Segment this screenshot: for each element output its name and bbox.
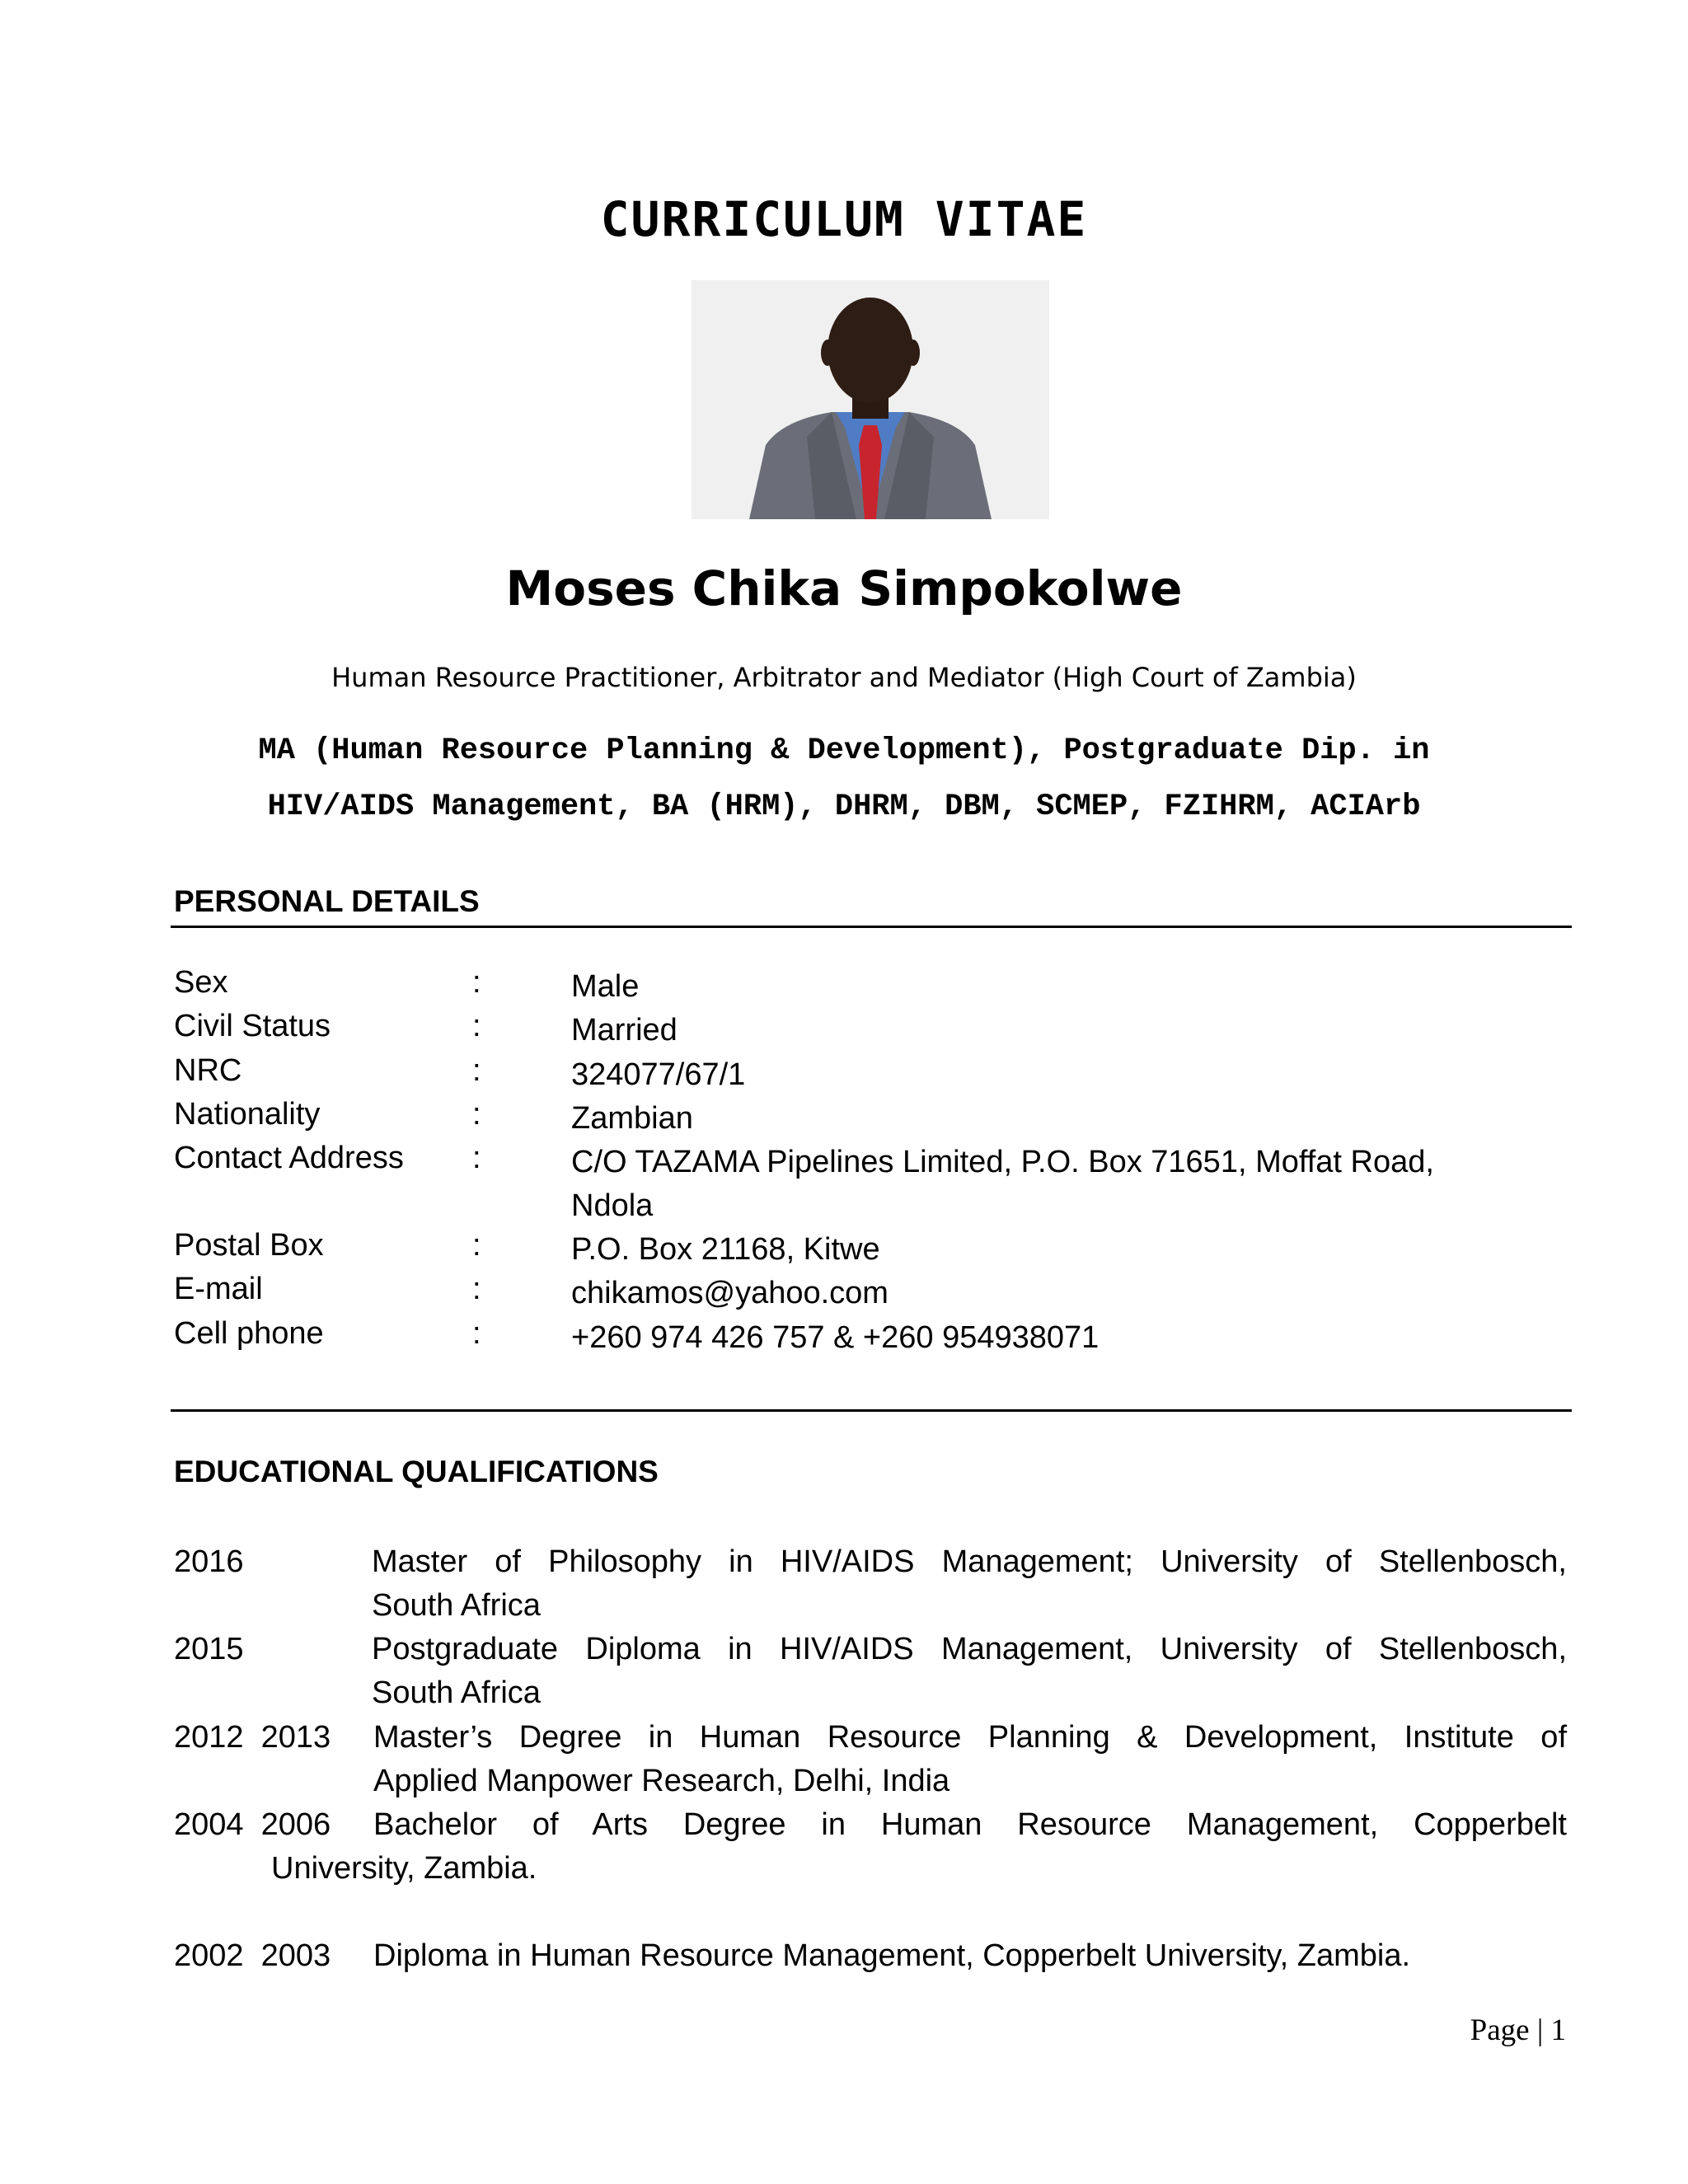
qualifications-line: MA (Human Resource Planning & Development), Postgraduate Dip. in: [258, 733, 1430, 768]
education-line: Diploma in Human Resource Management, Copperbelt University, Zambia.: [373, 1938, 1411, 1973]
detail-label: E-mail: [174, 1272, 263, 1306]
detail-separator: :: [472, 1053, 481, 1088]
detail-label: NRC: [174, 1053, 242, 1088]
education-year: 2015: [174, 1632, 244, 1666]
education-description: [372, 1540, 1567, 1628]
detail-label: Postal Box: [174, 1228, 324, 1263]
detail-value: P.O. Box 21168, Kitwe: [571, 1232, 880, 1267]
detail-separator: :: [472, 1141, 481, 1175]
document-title: CURRICULUM VITAE: [600, 191, 1088, 247]
detail-label: Civil Status: [174, 1009, 331, 1043]
detail-value: +260 974 426 757 & +260 954938071: [571, 1320, 1100, 1355]
education-description: [373, 1934, 1567, 1978]
education-year: 2004 2006: [174, 1807, 331, 1842]
detail-separator: :: [472, 1316, 481, 1351]
detail-row-nrc: [174, 1053, 1575, 1098]
profile-photo: [692, 280, 1049, 519]
section-divider: [171, 926, 1572, 928]
detail-separator: :: [472, 1272, 481, 1306]
detail-row-civil-status: [174, 1009, 1575, 1053]
professional-subtitle: Human Resource Practitioner, Arbitrator and Mediator (High Court of Zambia): [331, 662, 1357, 693]
qualifications-line: HIV/AIDS Management, BA (HRM), DHRM, DBM, SCMEP, FZIHRM, ACIArb: [267, 790, 1421, 824]
detail-label: Nationality: [174, 1097, 321, 1132]
section-heading-personal-details: PERSONAL DETAILS: [174, 884, 480, 918]
detail-separator: :: [472, 1228, 481, 1263]
detail-separator: :: [472, 1097, 481, 1132]
education-line: Postgraduate Diploma in HIV/AIDS Management, University of Stellenbosch,: [372, 1632, 1567, 1666]
education-line: Applied Manpower Research, Delhi, India: [373, 1764, 950, 1798]
detail-value: Married: [571, 1013, 678, 1047]
detail-value: chikamos@yahoo.com: [571, 1276, 889, 1310]
section-divider: [171, 1409, 1572, 1412]
detail-row-email: [174, 1272, 1575, 1316]
education-description: [372, 1628, 1567, 1715]
education-year: 2002 2003: [174, 1938, 331, 1973]
education-line: Master of Philosophy in HIV/AIDS Management; University of Stellenbosch,: [372, 1544, 1567, 1579]
detail-row-cell-phone: [174, 1316, 1575, 1361]
education-line: South Africa: [372, 1588, 541, 1623]
section-heading-education: EDUCATIONAL QUALIFICATIONS: [174, 1455, 659, 1488]
education-year: 2012 2013: [174, 1720, 331, 1755]
detail-value: 324077/67/1: [571, 1057, 746, 1092]
detail-row-nationality: [174, 1097, 1575, 1141]
detail-label: Cell phone: [174, 1316, 324, 1351]
education-line: Bachelor of Arts Degree in Human Resource Management, Copperbelt: [373, 1807, 1567, 1842]
detail-value: C/O TAZAMA Pipelines Limited, P.O. Box 71651, Moffat Road, Ndola: [571, 1145, 1434, 1223]
candidate-name: Moses Chika Simpokolwe: [505, 560, 1183, 616]
education-line: University, Zambia.: [271, 1851, 537, 1886]
education-description: [373, 1716, 1567, 1803]
detail-label: Contact Address: [174, 1141, 404, 1175]
detail-value: Male: [571, 969, 640, 1004]
detail-label: Sex: [174, 965, 228, 1000]
detail-row-contact-address: [174, 1141, 1575, 1223]
education-description: [373, 1803, 1567, 1847]
detail-row-postal-box: [174, 1228, 1575, 1272]
detail-row-sex: [174, 965, 1575, 1010]
detail-separator: :: [472, 1009, 481, 1043]
page-number: Page | 1: [1470, 2013, 1566, 2047]
detail-separator: :: [472, 965, 481, 1000]
education-line: Master’s Degree in Human Resource Planning & Development, Institute of: [373, 1720, 1567, 1755]
education-line: South Africa: [372, 1675, 541, 1710]
education-year: 2016: [174, 1544, 244, 1579]
detail-value: Zambian: [571, 1101, 693, 1136]
